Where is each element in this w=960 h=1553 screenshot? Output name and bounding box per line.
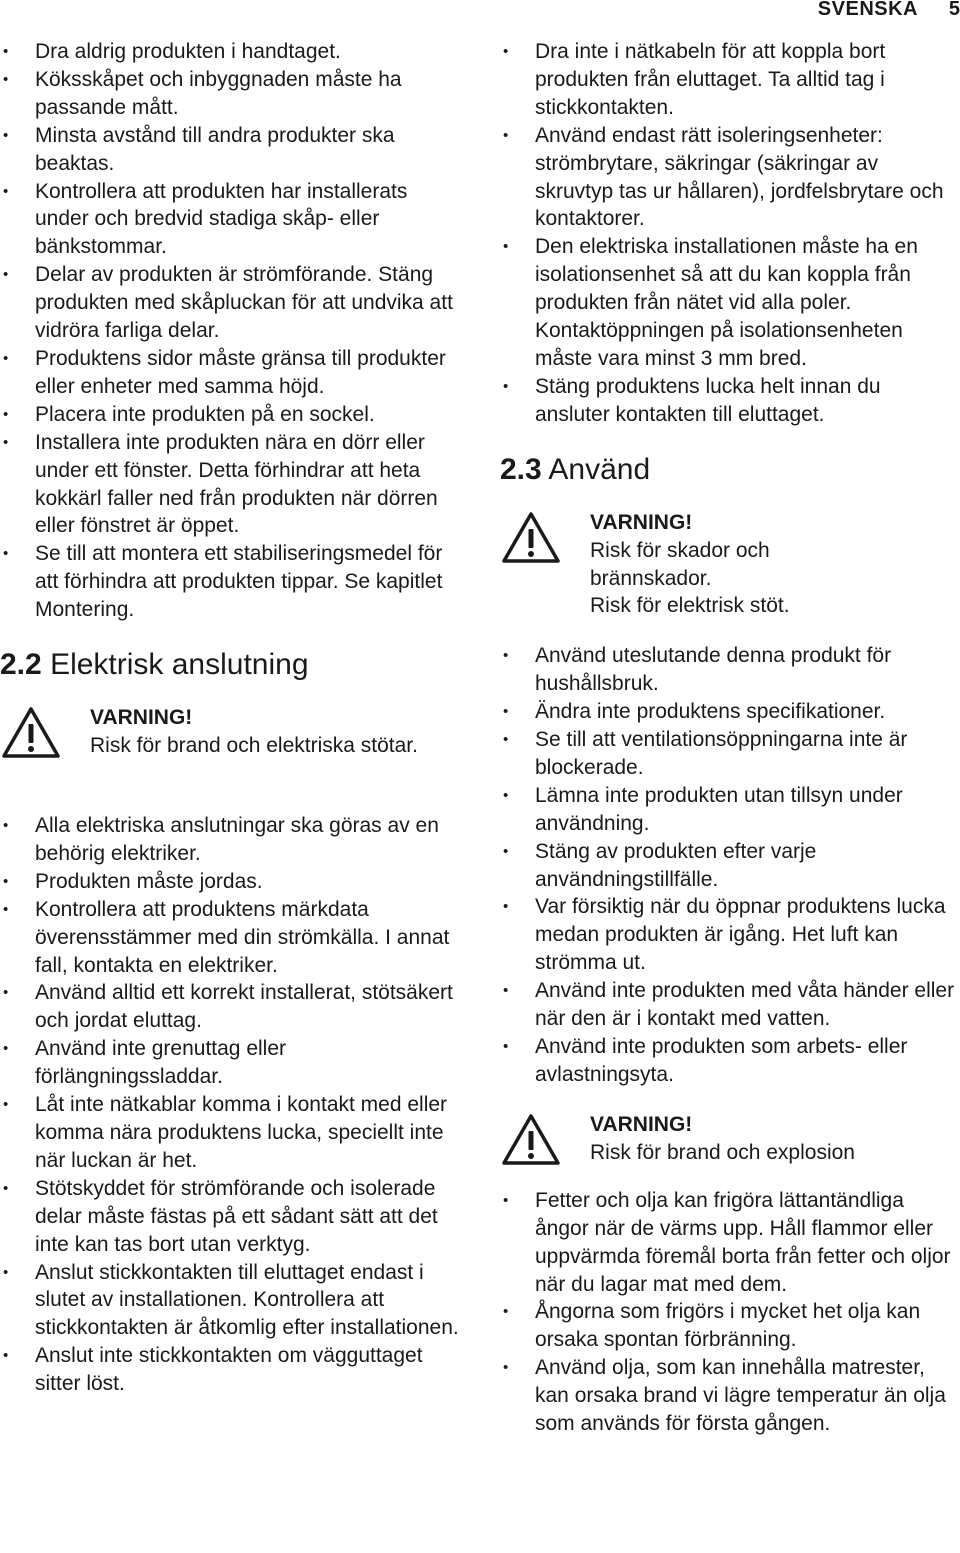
warning-triangle-icon — [500, 509, 562, 565]
warning-box — [500, 509, 960, 621]
page-number: 5 — [948, 0, 960, 20]
section-heading-use — [500, 453, 960, 487]
list-item: • Använd endast rätt isoleringsenheter: strömbrytare, säkringar (säkringar av skruvtyp tas ur hållaren), jordfelsbrytare och kontaktorer. — [500, 122, 960, 234]
list-item: • Lämna inte produkten utan tillsyn under användning. — [500, 782, 960, 838]
language-label: SVENSKA — [817, 0, 918, 20]
warning-text: Risk för elektrisk stöt. — [590, 594, 790, 618]
list-item: • Se till att ventilationsöppningarna inte är blockerade. — [500, 726, 960, 782]
list-item: • Använd inte grenuttag eller förlängningssladdar. — [0, 1035, 460, 1091]
list-item: • Fetter och olja kan frigöra lättantändliga ångor när de värms upp. Håll flammor eller uppvärmda föremål borta från fetter och oljor när du lagar mat med dem. — [500, 1187, 960, 1299]
left-column — [0, 38, 460, 1398]
list-item: • Använd inte produkten som arbets- eller avlastningsyta. — [500, 1033, 960, 1089]
list-item: • Stäng av produkten efter varje användningstillfälle. — [500, 838, 960, 894]
warning-text: Risk för brand och explosion — [590, 1140, 855, 1164]
warning-title: VARNING! — [590, 1112, 693, 1136]
list-item: • Dra inte i nätkabeln för att koppla bort produkten från eluttaget. Ta alltid tag i stickkontakten. — [500, 38, 960, 122]
warning-triangle-icon — [0, 704, 62, 760]
list-item: • Minsta avstånd till andra produkter ska beaktas. — [0, 122, 460, 178]
warning-title: VARNING! — [90, 706, 193, 730]
list-item: • Den elektriska installationen måste ha en isolationsenhet så att du kan koppla från produkten från nätet vid alla poler. Kontaktöppningen på isolationsenheten måste vara minst 3 mm bred. — [500, 233, 960, 373]
list-item: • Använd olja, som kan innehålla matrester, kan orsaka brand vi lägre temperatur än olja som används för första gången. — [500, 1354, 960, 1438]
list-item: • Var försiktig när du öppnar produktens lucka medan produkten är igång. Het luft kan strömma ut. — [500, 893, 960, 977]
list-item: • Ångorna som frigörs i mycket het olja kan orsaka spontan förbränning. — [500, 1298, 960, 1354]
electrical-list — [0, 812, 460, 1398]
list-item: • Använd uteslutande denna produkt för hushållsbruk. — [500, 642, 960, 698]
list-item: • Anslut stickkontakten till eluttaget endast i slutet av installationen. Kontrollera att stickkontakten är åtkomlig efter installationen. — [0, 1259, 460, 1343]
warning-triangle-icon — [500, 1111, 562, 1167]
list-item: • Låt inte nätkablar komma i kontakt med eller komma nära produktens lucka, speciellt inte när luckan är het. — [0, 1091, 460, 1175]
list-item: • Placera inte produkten på en sockel. — [0, 401, 460, 429]
list-item: • Dra aldrig produkten i handtaget. — [0, 38, 460, 66]
warning-title: VARNING! — [590, 510, 693, 534]
list-item: • Se till att montera ett stabiliseringsmedel för att förhindra att produkten tippar. Se kapitlet Montering. — [0, 540, 460, 624]
warning-box — [0, 704, 460, 788]
list-item: • Alla elektriska anslutningar ska göras av en behörig elektriker. — [0, 812, 460, 868]
list-item: • Produktens sidor måste gränsa till produkter eller enheter med samma höjd. — [0, 345, 460, 401]
section-number: 2.3 — [500, 452, 542, 486]
list-item: • Stäng produktens lucka helt innan du ansluter kontakten till eluttaget. — [500, 373, 960, 429]
section-title: Använd — [548, 452, 651, 486]
use-list — [500, 642, 960, 1089]
installation-list — [0, 38, 460, 624]
warning-box — [500, 1111, 960, 1167]
list-item: • Kontrollera att produktens märkdata överensstämmer med din strömkälla. I annat fall, kontakta en elektriker. — [0, 896, 460, 980]
fire-safety-list — [500, 1187, 960, 1438]
list-item: • Använd alltid ett korrekt installerat, stötsäkert och jordat eluttag. — [0, 979, 460, 1035]
list-item: • Använd inte produkten med våta händer eller när den är i kontakt med vatten. — [500, 977, 960, 1033]
warning-text: Risk för skador och brännskador. — [590, 538, 770, 590]
warning-text: Risk för brand och elektriska stötar. — [90, 733, 418, 757]
list-item: • Produkten måste jordas. — [0, 868, 460, 896]
right-column — [500, 38, 960, 1438]
page-header — [818, 0, 960, 24]
electrical-list-continued — [500, 38, 960, 429]
list-item: • Delar av produkten är strömförande. Stäng produkten med skåpluckan för att undvika att vidröra farliga delar. — [0, 261, 460, 345]
list-item: • Anslut inte stickkontakten om vägguttaget sitter löst. — [0, 1342, 460, 1398]
section-heading-electrical — [0, 648, 460, 682]
list-item: • Ändra inte produktens specifikationer. — [500, 698, 960, 726]
list-item: • Kontrollera att produkten har installerats under och bredvid stadiga skåp- eller bänkstommar. — [0, 178, 460, 262]
list-item: • Köksskåpet och inbyggnaden måste ha passande mått. — [0, 66, 460, 122]
list-item: • Installera inte produkten nära en dörr eller under ett fönster. Detta förhindrar att heta kokkärl faller ned från produkten när dörren eller fönstret är öppet. — [0, 429, 460, 541]
list-item: • Stötskyddet för strömförande och isolerade delar måste fästas på ett sådant sätt att det inte kan tas bort utan verktyg. — [0, 1175, 460, 1259]
section-title: Elektrisk anslutning — [50, 648, 309, 682]
section-number: 2.2 — [0, 648, 42, 682]
